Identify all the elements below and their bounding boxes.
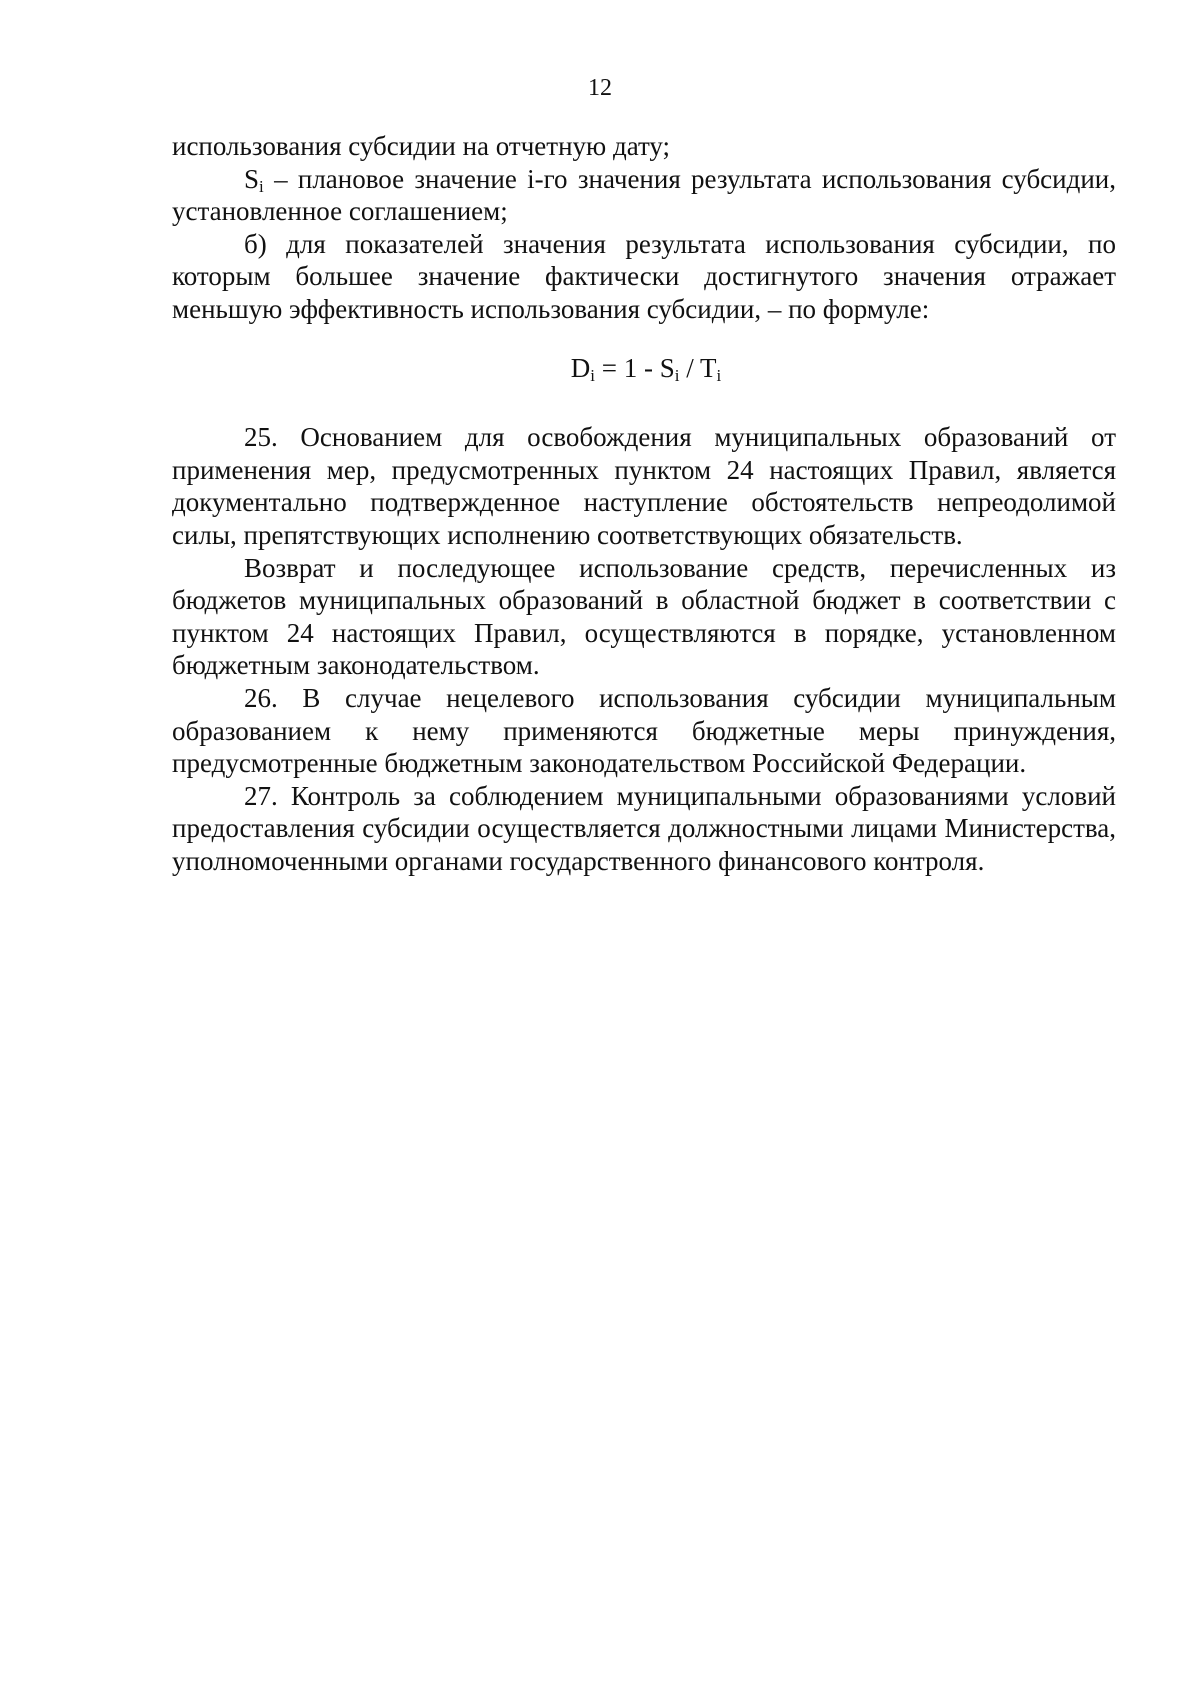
si-subscript: i <box>259 176 264 196</box>
paragraph-continuation: использования субсидии на отчетную дату; <box>172 131 671 161</box>
paragraph-return: Возврат и последующее использование средств, перечисленных из бюджетов муниципальных образований в областной бюджет в соответствии с пунктом 24 настоящих Правил, осуществляются в порядке, установленном бюджетным законодательством. <box>172 552 1116 681</box>
si-symbol: S <box>244 163 260 194</box>
formula <box>172 352 1116 385</box>
formula-d-subscript: i <box>590 365 595 385</box>
formula-d: D <box>570 352 591 383</box>
si-definition-text: – плановое значение i-го значения результата использования субсидии, установленное соглашением; <box>172 163 1116 227</box>
paragraph-26: 26. В случае нецелевого использования субсидии муниципальным образованием к нему применяются бюджетные меры принуждения, предусмотренные бюджетным законодательством Российской Федерации. <box>172 682 1116 779</box>
page-number: 12 <box>588 75 612 101</box>
paragraph-27: 27. Контроль за соблюдением муниципальными образованиями условий предоставления субсидии осуществляется должностными лицами Министерства, уполномоченными органами государственного финансового контроля. <box>172 780 1116 876</box>
document-body <box>172 130 1116 877</box>
paragraph-25: 25. Основанием для освобождения муниципальных образований от применения мер, предусмотренных пунктом 24 настоящих Правил, является документально подтвержденное наступление обстоятельств непреодолимой силы, препятствующих исполнению соответствующих обязательств. <box>172 422 1116 550</box>
paragraph-si-definition <box>172 163 1116 228</box>
paragraph-b: б) для показателей значения результата использования субсидии, по которым большее значение фактически достигнутого значения отражает меньшую эффективность использования субсидии, – по формуле: <box>172 228 1116 324</box>
formula-div: / T <box>679 352 717 383</box>
formula-mid: = 1 - S <box>595 352 675 383</box>
formula-t-subscript: i <box>716 365 722 385</box>
formula-s-subscript: i <box>674 365 680 385</box>
